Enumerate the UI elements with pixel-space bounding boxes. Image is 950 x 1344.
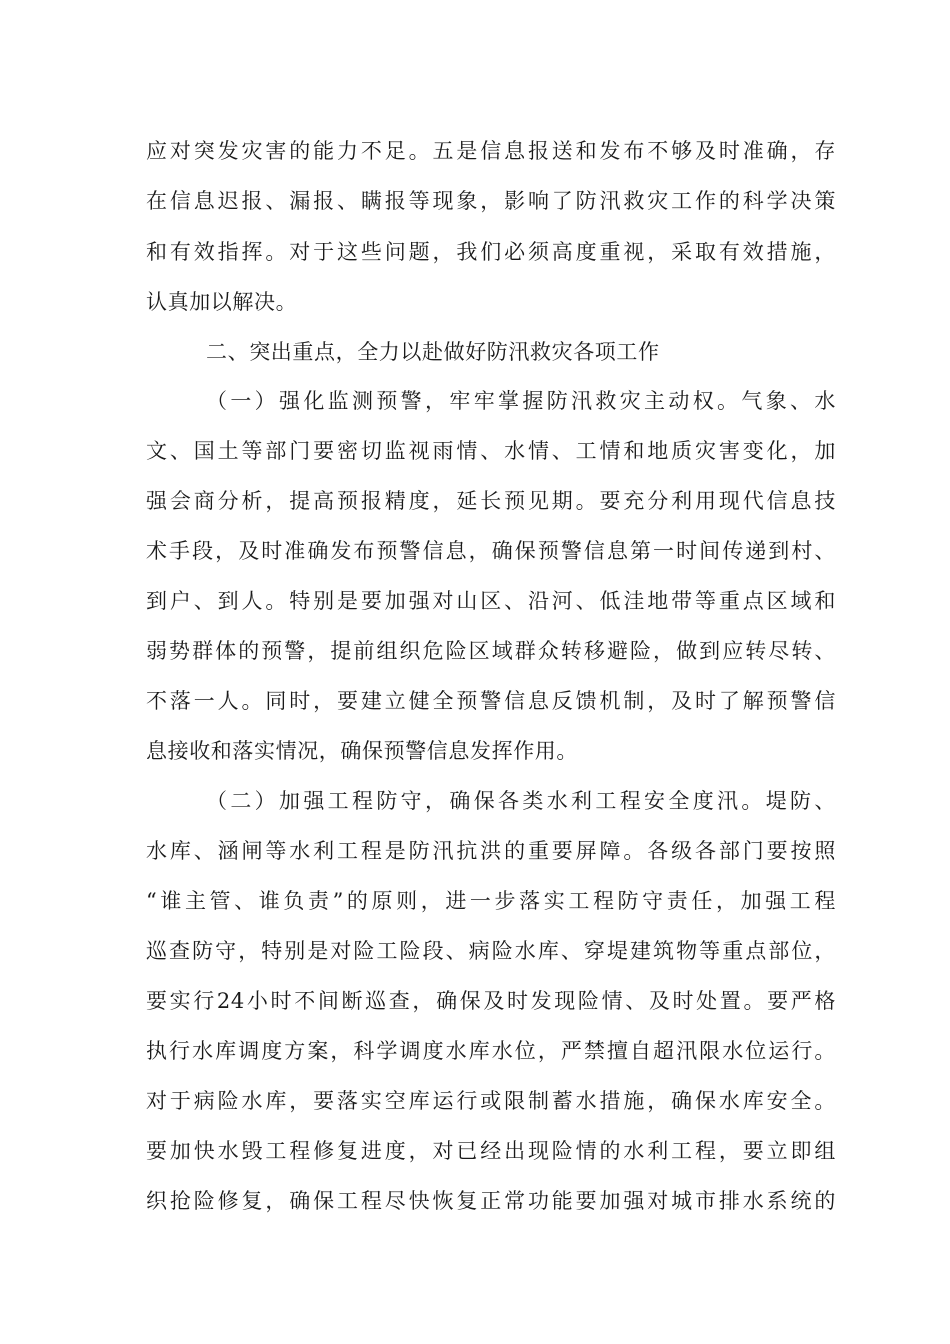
text-line-12: 不落一人。同时，要建立健全预警信息反馈机制，及时了解预警信 xyxy=(146,689,836,713)
text-line-10: 到户、到人。特别是要加强对山区、沿河、低洼地带等重点区域和 xyxy=(146,589,836,613)
text-line-13: 息接收和落实情况，确保预警信息发挥作用。 xyxy=(146,739,578,763)
text-line-8: 强会商分析，提高预报精度，延长预见期。要充分利用现代信息技 xyxy=(146,489,836,513)
text-line-18: 要实行24小时不间断巡查，确保及时发现险情、及时处置。要严格 xyxy=(146,989,836,1013)
text-line-9: 术手段，及时准确发布预警信息，确保预警信息第一时间传递到村、 xyxy=(146,539,836,563)
text-line-11: 弱势群体的预警，提前组织危险区域群众转移避险，做到应转尽转、 xyxy=(146,639,836,663)
text-line-17: 巡查防守，特别是对险工险段、病险水库、穿堤建筑物等重点部位， xyxy=(146,939,836,963)
text-line-15: 水库、涵闸等水利工程是防汛抗洪的重要屏障。各级各部门要按照 xyxy=(146,839,836,863)
section-heading: 二、突出重点，全力以赴做好防汛救灾各项工作 xyxy=(206,340,660,364)
text-line-21: 要加快水毁工程修复进度，对已经出现险情的水利工程，要立即组 xyxy=(146,1139,836,1163)
text-line-1: 应对突发灾害的能力不足。五是信息报送和发布不够及时准确，存 xyxy=(146,139,836,163)
text-line-7: 文、国土等部门要密切监视雨情、水情、工情和地质灾害变化，加 xyxy=(146,439,836,463)
text-line-16: “谁主管、谁负责”的原则，进一步落实工程防守责任，加强工程 xyxy=(146,889,836,913)
text-line-4: 认真加以解决。 xyxy=(146,290,298,314)
text-line-20: 对于病险水库，要落实空库运行或限制蓄水措施，确保水库安全。 xyxy=(146,1089,836,1113)
text-line-19: 执行水库调度方案，科学调度水库水位，严禁擅自超汛限水位运行。 xyxy=(146,1039,836,1063)
text-line-22: 织抢险修复，确保工程尽快恢复正常功能要加强对城市排水系统的 xyxy=(146,1189,836,1213)
text-line-2: 在信息迟报、漏报、瞒报等现象，影响了防汛救灾工作的科学决策 xyxy=(146,189,836,213)
text-line-6: （一）强化监测预警，牢牢掌握防汛救灾主动权。气象、水 xyxy=(206,389,836,413)
text-line-14: （二）加强工程防守，确保各类水利工程安全度汛。堤防、 xyxy=(206,789,836,813)
text-line-3: 和有效指挥。对于这些问题，我们必须高度重视，采取有效措施， xyxy=(146,240,836,264)
